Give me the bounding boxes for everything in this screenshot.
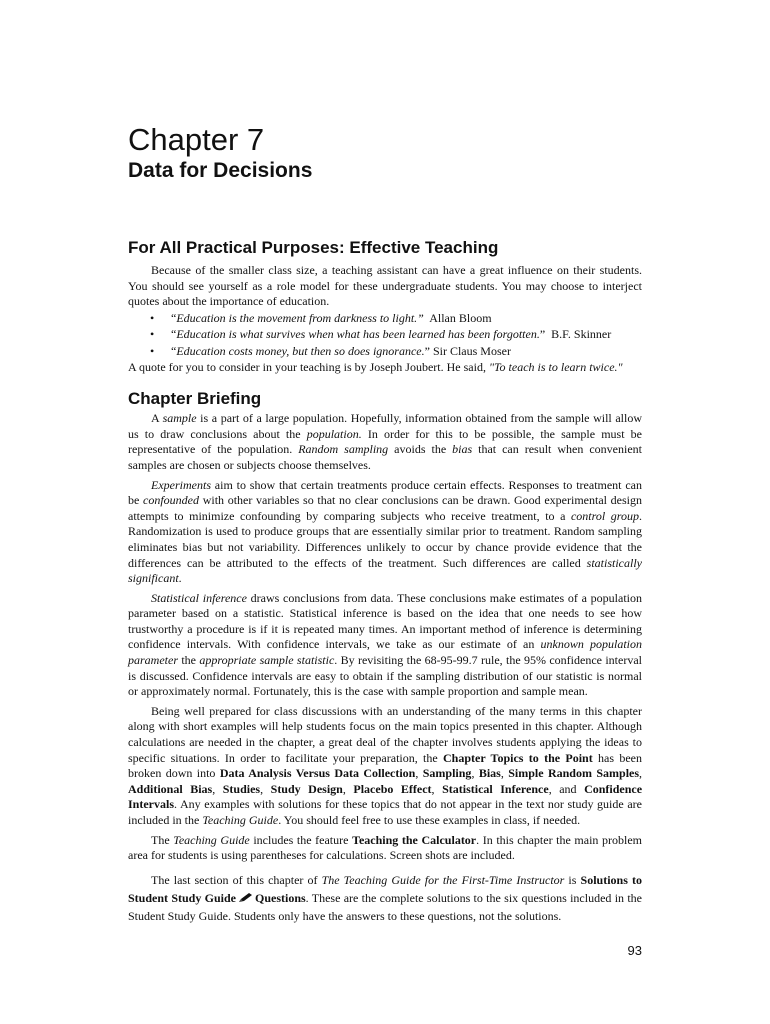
quote-text: Education is the movement from darkness to light.” xyxy=(176,310,424,325)
topic-name: Studies xyxy=(222,781,261,796)
closing-quote-paragraph xyxy=(128,360,642,376)
quote-author: Sir Claus Moser xyxy=(432,343,511,358)
separator: , xyxy=(639,766,643,781)
text-run: . In this chapter the main problem area for students is using parentheses for calculations. Screen shots are included. xyxy=(128,832,642,863)
term-unknown-parameter: unknown population parameter xyxy=(128,637,642,668)
page-number: 93 xyxy=(627,943,642,958)
text-run: that can result when convenient samples are chosen or subjects choose themselves. xyxy=(128,442,642,472)
term-experiments: Experiments xyxy=(151,477,211,492)
separator: , xyxy=(471,766,479,781)
closing-lead: A quote for you to consider in your teaching is by Joseph Joubert. He said, xyxy=(128,359,486,374)
briefing-paragraph-experiments xyxy=(128,478,642,587)
page-content xyxy=(128,122,642,925)
separator: , xyxy=(342,781,354,796)
text-run: . xyxy=(178,571,182,586)
chapter-number: Chapter 7 xyxy=(128,122,265,157)
topic-name: Study Design xyxy=(270,781,343,796)
feature-topics-to-the-point: Chapter Topics to the Point xyxy=(443,750,593,765)
separator: , xyxy=(500,766,509,781)
text-run: Being well prepared for class discussions with an understanding of the many terms in this chapter along with short examples will help students focus on the main topics presented in this chapter. Although calculations are needed in the chapter, a great deal of the chapter involves students applying the ideas to specific situations. In order to facilitate your preparation, the xyxy=(128,703,642,765)
quote-item xyxy=(150,326,642,343)
section-heading-effective-teaching: For All Practical Purposes: Effective Teaching xyxy=(128,238,499,257)
separator: , xyxy=(212,781,223,796)
text-run: . Any examples with solutions for these topics that do not appear in the text nor study guide are included in the xyxy=(128,797,642,827)
quote-text: Education costs money, but then so does ignorance. xyxy=(176,343,425,358)
term-bias: bias xyxy=(452,442,473,457)
text-run: . You should feel free to use these examples in class, if needed. xyxy=(278,813,581,827)
quote-open-mark: “ xyxy=(171,327,177,342)
text-run: has been broken down into xyxy=(128,750,642,781)
quote-open-mark: “ xyxy=(171,310,177,325)
term-statistically-significant: statistically significant xyxy=(128,555,642,586)
quote-text: Education is what survives when what has been learned has been forgotten. xyxy=(176,327,540,342)
term-statistical-inference: Statistical inference xyxy=(151,590,247,605)
text-run: . These are the complete solutions to the six questions included in the Student Study Guide. Students only have the answers to these questions, not the solutions. xyxy=(128,890,643,923)
separator: , xyxy=(260,781,271,796)
term-random-sampling: Random sampling xyxy=(298,442,389,457)
briefing-paragraph-preparation xyxy=(128,704,642,829)
quote-open-mark: “ xyxy=(171,343,177,358)
briefing-paragraph-solutions xyxy=(128,871,642,925)
feature-teaching-the-calculator: Teaching the Calculator xyxy=(352,832,477,847)
text-run: , and xyxy=(548,781,585,796)
text-run: In order for this to be possible, the sample must be representative of the population. xyxy=(128,426,642,457)
topic-name: Statistical Inference xyxy=(442,781,549,796)
text-run: is a part of a large population. Hopefully, information obtained from the sample will allow us to draw conclusions about the xyxy=(128,411,642,441)
text-run: aim to show that certain treatments produce certain effects. Responses to treatment can be xyxy=(128,477,642,508)
intro-paragraph: Because of the smaller class size, a teaching assistant can have a great influence on their students. You should see yourself as a role model for these undergraduate students. You may choose to interject quotes about the importance of education. xyxy=(128,263,642,309)
quote-close-mark: ” xyxy=(424,343,430,358)
topic-name: Simple Random Samples xyxy=(508,766,640,781)
text-run: is xyxy=(564,872,581,887)
text-run: . By revisiting the 68-95-99.7 rule, the 95% confidence interval is discussed. Confidence intervals are easy to obtain if the sampling distribution of our statistic is normal or approximately normal. Fortunately, this is the case with sample proportion and sample mean. xyxy=(128,653,642,699)
feature-questions: Questions xyxy=(254,890,306,905)
bullet-dot-icon: • xyxy=(150,327,155,342)
quote-author: Allan Bloom xyxy=(429,310,492,325)
term-population: population. xyxy=(306,426,362,441)
quote-item xyxy=(150,310,642,327)
chapter-title: Data for Decisions xyxy=(128,159,313,182)
text-run: . Randomization is used to produce groups that are essentially similar prior to treatment. Random sampling eliminates bias but not variability. Differences unlikely to occur by chance provide evidence that the differences can be attributed to the effects of the treatment. Such differences are called xyxy=(128,508,642,570)
topic-name: Sampling xyxy=(422,766,472,781)
term-confounded: confounded xyxy=(143,493,200,508)
separator: , xyxy=(415,766,423,781)
text-run: includes the feature xyxy=(249,832,353,847)
topic-name: Placebo Effect xyxy=(353,781,432,796)
feature-solutions-study-guide: Solutions to Student Study Guide xyxy=(128,872,642,905)
text-run: The xyxy=(151,832,174,847)
quote-item xyxy=(150,343,642,360)
pencil-icon xyxy=(238,892,253,903)
topic-name: Data Analysis Versus Data Collection xyxy=(219,766,416,781)
title-first-time-instructor: The Teaching Guide for the First-Time Instructor xyxy=(321,872,565,887)
term-sample-statistic: appropriate sample statistic xyxy=(199,653,335,668)
title-teaching-guide: Teaching Guide xyxy=(202,813,279,827)
title-teaching-guide: Teaching Guide xyxy=(173,832,250,847)
quote-author: B.F. Skinner xyxy=(551,327,612,342)
topic-name: Additional Bias xyxy=(128,781,213,796)
term-sample: sample xyxy=(162,411,197,426)
text-run: draws conclusions from data. These conclusions make estimates of a population parameter based on a statistic. Statistical inference is based on the idea that one needs to see how trustworthy a procedure is if it is repeated many times. An important method of inference is determining confidence intervals. With confidence intervals, we take as our estimate of an xyxy=(128,590,642,652)
bullet-dot-icon: • xyxy=(150,310,155,325)
text-run: The last section of this chapter of xyxy=(151,872,322,887)
text-run: A xyxy=(151,411,163,426)
quote-list xyxy=(128,310,642,360)
section-heading-chapter-briefing: Chapter Briefing xyxy=(128,389,262,409)
text-run: with other variables so that no clear conclusions can be drawn. Good experimental design attempts to minimize confounding by comparing subjects who receive treatment, to a xyxy=(128,493,643,523)
term-control-group: control group xyxy=(570,508,639,523)
text-run: avoids the xyxy=(388,442,453,457)
briefing-paragraph-inference xyxy=(128,591,642,700)
separator: , xyxy=(431,781,443,796)
closing-quote: "To teach is to learn twice." xyxy=(488,359,623,374)
briefing-paragraph-sampling xyxy=(128,411,642,473)
briefing-paragraph-calculator xyxy=(128,833,642,864)
text-run: the xyxy=(178,653,200,668)
quote-close-mark: ” xyxy=(539,327,546,342)
topic-name: Bias xyxy=(478,766,501,781)
bullet-dot-icon: • xyxy=(150,343,155,358)
topic-name: Confidence Intervals xyxy=(128,781,643,812)
